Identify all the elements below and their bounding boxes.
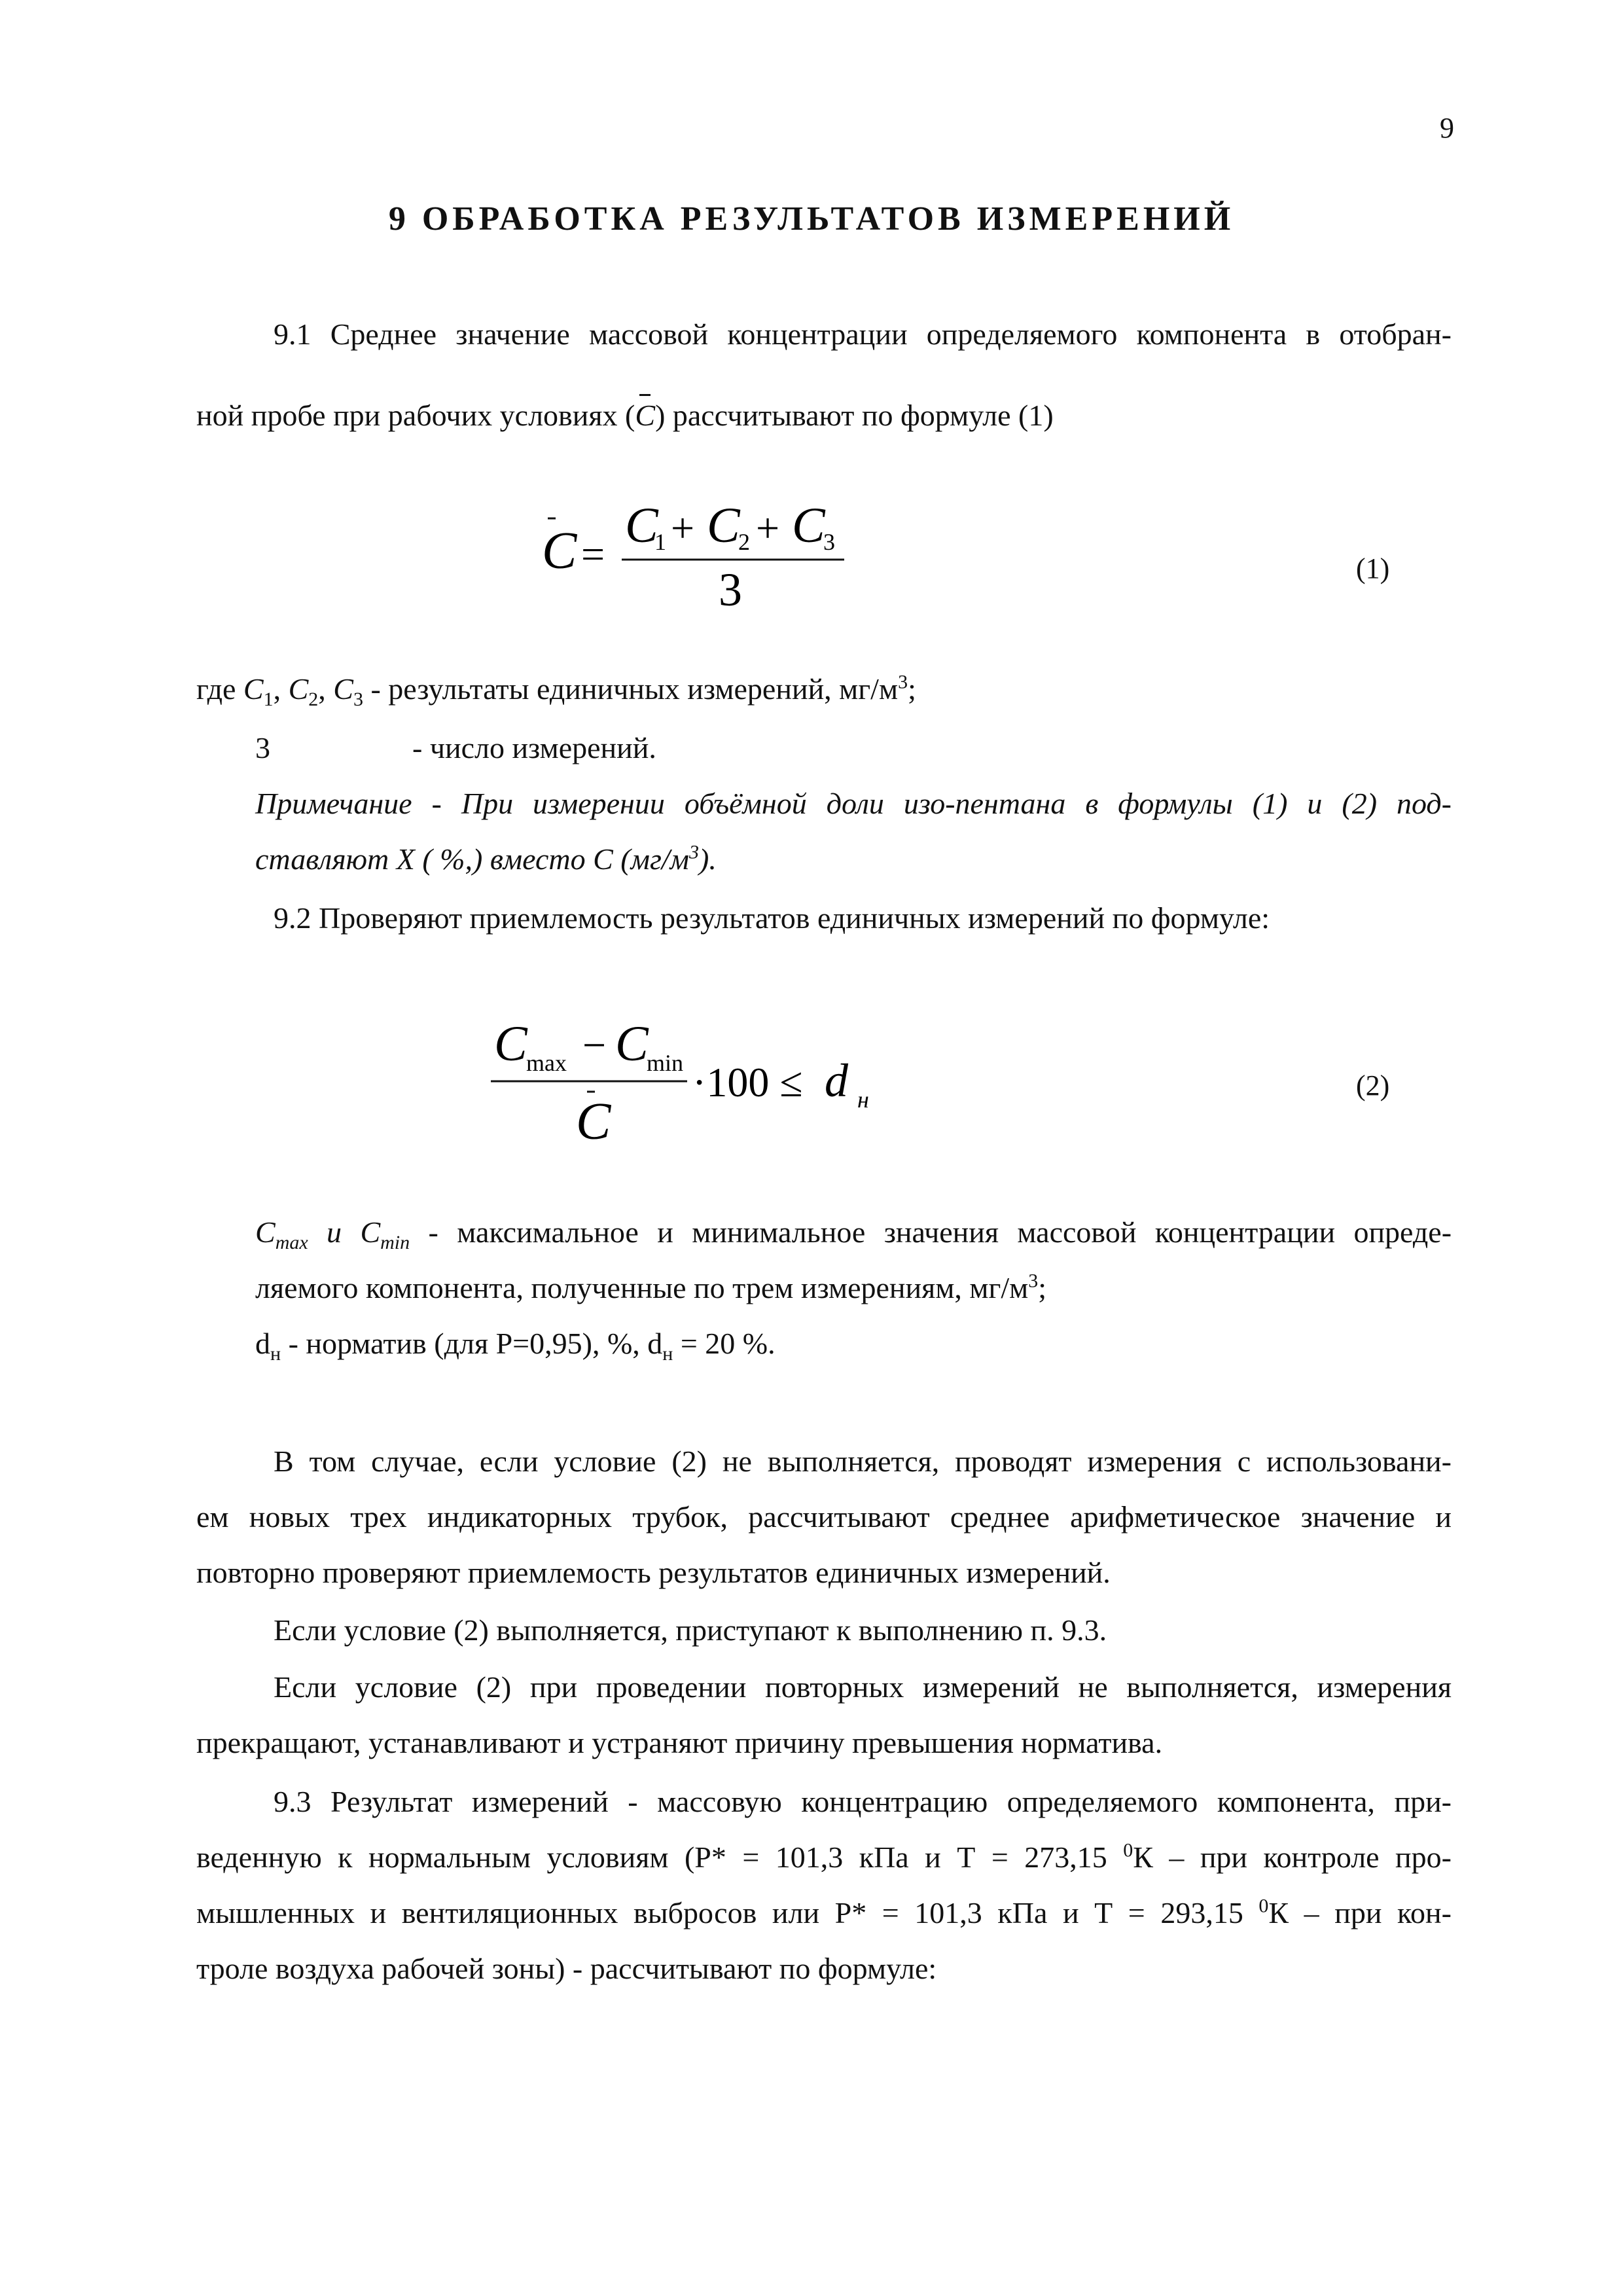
where-cmax-cmin-line2 xyxy=(255,1270,1047,1304)
where1-a: где xyxy=(196,672,243,706)
where1-c3-index: 3 xyxy=(353,689,363,711)
where3-cmax: C xyxy=(255,1215,276,1249)
where-cmax-cmin-line1 xyxy=(255,1215,1452,1254)
where1-c1-index: 1 xyxy=(263,689,274,711)
formula2-minus: − xyxy=(582,1022,607,1068)
note-line1: Примечание - При измерении объёмной доли изо-пентана в формулы (1) и (2) под- xyxy=(255,787,1452,820)
where4-end: = 20 %. xyxy=(673,1327,776,1360)
formula1-c2: C xyxy=(707,498,740,553)
p93-line3-b: К – при кон- xyxy=(1268,1896,1452,1929)
p93-line2 xyxy=(196,1839,1452,1874)
where4-d1: d xyxy=(255,1327,270,1360)
where1-c1: C xyxy=(243,672,264,706)
note-line2-b: ). xyxy=(699,842,717,876)
formula1-i3: 3 xyxy=(823,529,835,555)
p93-line2-a: веденную к нормальным условиям (Р* = 101,3 кПа и Т = 273,15 xyxy=(196,1840,1124,1874)
p91-line2-a: ной пробе при рабочих условиях ( xyxy=(196,399,635,432)
para-case-line1: В том случае, если условие (2) не выполняется, проводят измерения с использовани- xyxy=(274,1444,1452,1478)
p93-line2-sup: 0 xyxy=(1123,1839,1133,1861)
where3-cmin-sub: min xyxy=(380,1232,410,1254)
c-mean-symbol: C xyxy=(635,399,656,432)
para-case-line2: ем новых трех индикаторных трубок, рассчитывают среднее арифметическое значение и xyxy=(196,1500,1452,1534)
formula2-times: ·100 ≤ xyxy=(692,1059,803,1105)
note-line2-sup: 3 xyxy=(689,841,700,863)
p93-line1: 9.3 Результат измерений - массовую концентрацию определяемого компонента, при- xyxy=(274,1785,1452,1818)
section-heading: 9 ОБРАБОТКА РЕЗУЛЬТАТОВ ИЗМЕРЕНИЙ xyxy=(388,200,1235,238)
formula2-d: d xyxy=(825,1054,848,1107)
where1-c3: C xyxy=(333,672,353,706)
formula2-min: min xyxy=(647,1050,684,1076)
formula-2 xyxy=(484,1001,929,1152)
where1-c: ; xyxy=(908,672,916,706)
where3-and: и xyxy=(308,1215,361,1249)
where-dn xyxy=(255,1327,776,1365)
p93-line4: троле воздуха рабочей зоны) - рассчитывают по формуле: xyxy=(196,1952,937,1985)
where1-b: - результаты единичных измерений, мг/м xyxy=(363,672,899,706)
where1-sep1: , xyxy=(273,672,289,706)
formula1-plus1: + xyxy=(671,505,695,551)
where-3-text: - число измерений. xyxy=(412,731,656,764)
where3-line2-a: ляемого компонента, полученные по трем измерениям, мг/м xyxy=(255,1271,1029,1304)
para-ok: Если условие (2) выполняется, приступают к выполнению п. 9.3. xyxy=(274,1613,1107,1647)
p93-line3-a: мышленных и вентиляционных выбросов или Р* = 101,3 кПа и Т = 293,15 xyxy=(196,1896,1259,1929)
where4-d2: d xyxy=(647,1327,663,1360)
formula1-i1: 1 xyxy=(654,529,666,555)
formula1-den: 3 xyxy=(719,564,742,615)
where3-cmax-sub: max xyxy=(275,1232,308,1254)
formula2-dsub: н xyxy=(857,1086,869,1113)
where3-cmin: C xyxy=(360,1215,381,1249)
where-3-symbol: 3 xyxy=(255,731,270,764)
formula2-number: (2) xyxy=(1356,1069,1390,1102)
where-c1-c3 xyxy=(196,671,916,711)
where4-d2-sub: н xyxy=(662,1343,673,1365)
note-line2-a: ставляют X ( %,) вместо C (мг/м xyxy=(255,842,690,876)
para-repeat-line1: Если условие (2) при проведении повторных измерений не выполняется, измерения xyxy=(274,1670,1452,1704)
p93-line3 xyxy=(196,1895,1452,1929)
formula1-number: (1) xyxy=(1356,552,1390,584)
where1-sep2: , xyxy=(318,672,334,706)
where4-d1-sub: н xyxy=(270,1343,281,1365)
p93-line3-sup: 0 xyxy=(1258,1895,1269,1917)
para-repeat-line2: прекращают, устанавливают и устраняют причину превышения норматива. xyxy=(196,1726,1163,1759)
para-case-line3: повторно проверяют приемлемость результатов единичных измерений. xyxy=(196,1556,1111,1589)
p91-line2 xyxy=(196,401,1054,431)
formula1-eq: = xyxy=(581,531,605,577)
page-number: 9 xyxy=(1440,112,1454,144)
where1-sup: 3 xyxy=(898,671,908,693)
where1-c2: C xyxy=(288,672,309,706)
formula2-max: max xyxy=(526,1050,567,1076)
p91-line2-b: ) рассчитывают по формуле (1) xyxy=(655,399,1054,432)
formula1-plus2: + xyxy=(756,505,780,551)
formula1-i2: 2 xyxy=(738,529,750,555)
formula-1 xyxy=(524,484,890,615)
formula1-lhs: C xyxy=(542,522,577,580)
where3-line1: - максимальное и минимальное значения массовой концентрации опреде- xyxy=(410,1215,1452,1249)
p92-text: 9.2 Проверяют приемлемость результатов единичных измерений по формуле: xyxy=(274,901,1270,935)
formula1-c1: C xyxy=(625,498,658,553)
where1-c2-index: 2 xyxy=(308,689,319,711)
formula2-cmin: C xyxy=(615,1016,649,1071)
note-line2 xyxy=(255,841,717,876)
where4-mid: - норматив (для Р=0,95), %, xyxy=(281,1327,648,1360)
formula2-cmax: C xyxy=(494,1016,527,1071)
where3-line2-b: ; xyxy=(1038,1271,1047,1304)
where3-line2-sup: 3 xyxy=(1028,1270,1039,1292)
p91-line1: 9.1 Среднее значение массовой концентрации определяемого компонента в отобран- xyxy=(274,317,1452,351)
p93-line2-b: К – при контроле про- xyxy=(1133,1840,1452,1874)
formula1-c3: C xyxy=(792,498,825,553)
formula2-den: C xyxy=(576,1093,611,1151)
